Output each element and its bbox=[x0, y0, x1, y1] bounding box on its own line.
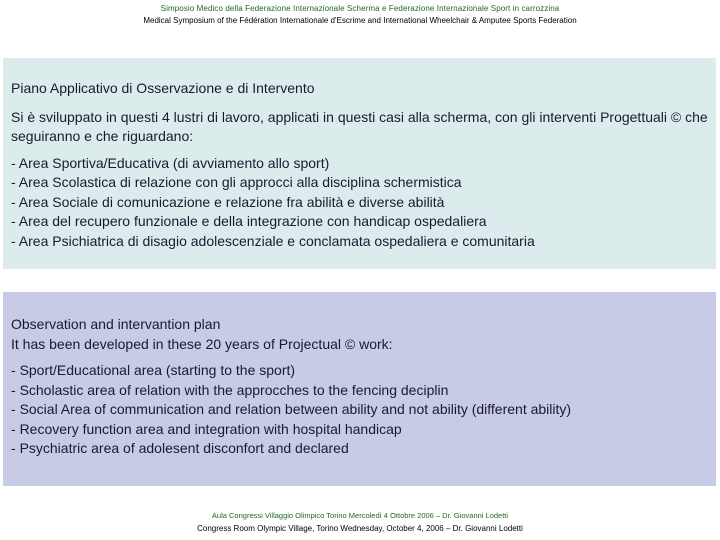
list-item: - Area Psichiatrica di disagio adolescenziale e conclamata ospedaliera e comunitaria bbox=[11, 232, 708, 252]
italian-list bbox=[11, 154, 708, 252]
list-item: - Area Scolastica di relazione con gli approcci alla disciplina schermistica bbox=[11, 173, 708, 193]
english-intro: It has been developed in these 20 years of Projectual © work: bbox=[11, 335, 393, 352]
english-title: Observation and intervantion plan bbox=[11, 316, 221, 332]
list-item: - Area del recupero funzionale e della integrazione con handicap ospedaliera bbox=[11, 212, 708, 232]
footer-english: Congress Room Olympic Village, Torino Wednesday, October 4, 2006 – Dr. Giovanni Lodetti bbox=[197, 524, 523, 533]
italian-intro: Si è sviluppato in questi 4 lustri di lavoro, applicati in questi casi alla scherma, con gli interventi Progettuali © che seguiranno e che riguardano: bbox=[11, 108, 708, 144]
english-list bbox=[11, 361, 708, 459]
header-english: Medical Symposium of the Fédération Internationale d'Escrime and International Wheelchair & Amputee Sports Federation bbox=[143, 16, 577, 25]
header-italian: Simposio Medico della Federazione Internazionale Scherma e Federazione Internazionale Sport in carrozzina bbox=[160, 4, 560, 13]
footer-italian: Aula Congressi Villaggio Olimpico Torino Mercoledì 4 Ottobre 2006 – Dr. Giovanni Lodetti bbox=[211, 511, 509, 520]
list-item: - Sport/Educational area (starting to the sport) bbox=[11, 361, 708, 381]
list-item: - Area Sportiva/Educativa (di avviamento allo sport) bbox=[11, 154, 708, 174]
list-item: - Area Sociale di comunicazione e relazione fra abilità e diverse abilità bbox=[11, 193, 708, 213]
list-item: - Social Area of communication and relation between ability and not ability (different ability) bbox=[11, 400, 708, 420]
list-item: - Psychiatric area of adolesent disconfort and declared bbox=[11, 439, 708, 459]
list-item: - Scholastic area of relation with the approcches to the fencing deciplin bbox=[11, 381, 708, 401]
italian-section bbox=[3, 58, 716, 269]
italian-title: Piano Applicativo di Osservazione e di Intervento bbox=[11, 80, 315, 96]
english-section bbox=[3, 292, 716, 486]
list-item: - Recovery function area and integration with hospital handicap bbox=[11, 420, 708, 440]
